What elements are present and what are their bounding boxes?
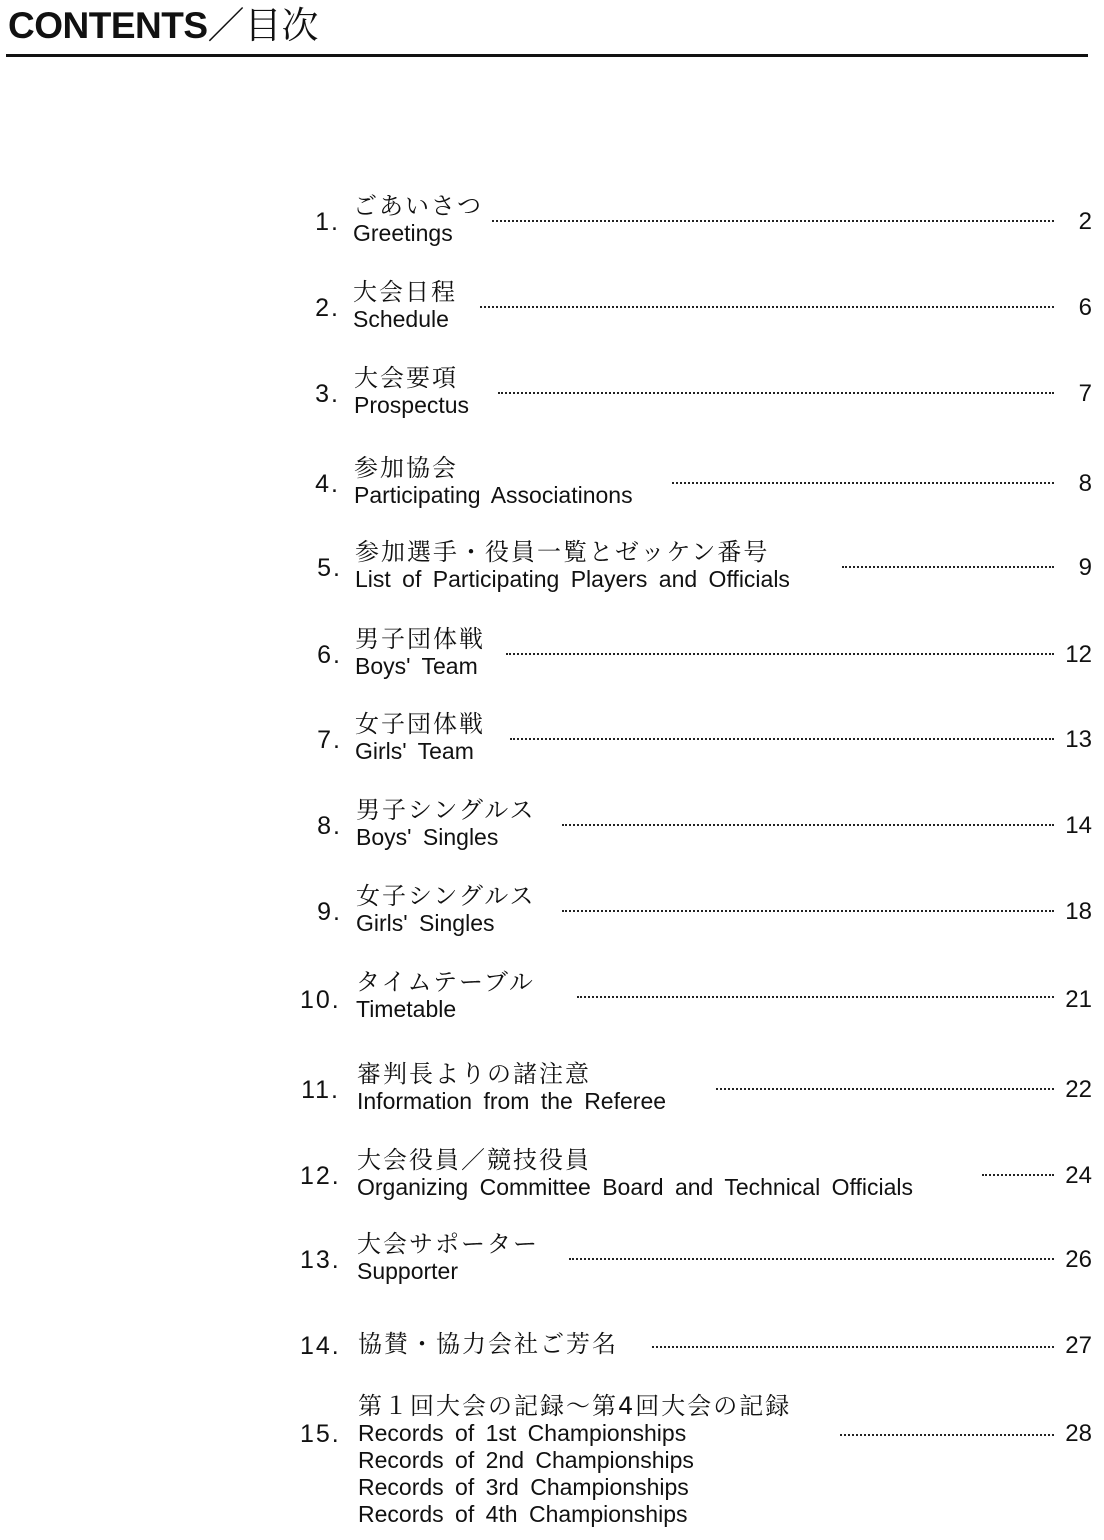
entry-number: 15. bbox=[300, 1420, 341, 1448]
entry-page-number: 7 bbox=[1078, 380, 1092, 407]
entry-number: 1. bbox=[315, 208, 340, 236]
entry-title-en: Supporter bbox=[357, 1258, 459, 1284]
entry-titles bbox=[356, 968, 535, 1023]
entry-title-ja: 大会サポーター bbox=[357, 1230, 539, 1258]
entry-page-number: 27 bbox=[1065, 1332, 1092, 1359]
toc-entry bbox=[0, 192, 1104, 247]
toc-entry bbox=[0, 796, 1104, 851]
entry-page-number: 14 bbox=[1065, 812, 1092, 839]
page-title bbox=[8, 4, 319, 48]
entry-title-en: Schedule bbox=[353, 306, 449, 332]
entry-titles bbox=[356, 882, 535, 937]
entry-page-number: 24 bbox=[1065, 1162, 1092, 1189]
toc-entry bbox=[0, 1330, 1104, 1358]
entry-titles bbox=[358, 1392, 791, 1528]
dotted-leader bbox=[672, 482, 1054, 484]
dotted-leader bbox=[480, 306, 1054, 308]
entry-title-ja: 参加協会 bbox=[354, 454, 458, 482]
entry-page-number: 13 bbox=[1065, 726, 1092, 753]
dotted-leader bbox=[840, 1434, 1054, 1436]
dotted-leader bbox=[562, 910, 1054, 912]
entry-title-en: Records of 3rd Championships bbox=[358, 1474, 689, 1500]
dotted-leader bbox=[842, 566, 1054, 568]
entry-number: 2. bbox=[315, 294, 340, 322]
toc-entry bbox=[0, 882, 1104, 937]
dotted-leader bbox=[562, 824, 1054, 826]
dotted-leader bbox=[577, 996, 1054, 998]
entry-number: 10. bbox=[300, 986, 341, 1014]
entry-titles bbox=[358, 1330, 618, 1358]
entry-page-number: 9 bbox=[1078, 554, 1092, 581]
entry-title-ja: 協賛・協力会社ご芳名 bbox=[358, 1330, 618, 1358]
toc-entry bbox=[0, 625, 1104, 680]
dotted-leader bbox=[510, 738, 1054, 740]
entry-titles bbox=[354, 364, 469, 419]
entry-titles bbox=[357, 1146, 913, 1201]
entry-number: 9. bbox=[317, 898, 342, 926]
entry-titles bbox=[355, 625, 485, 680]
entry-number: 13. bbox=[300, 1246, 341, 1274]
entry-title-ja: 審判長よりの諸注意 bbox=[357, 1060, 591, 1088]
entry-titles bbox=[357, 1060, 666, 1115]
toc-entry bbox=[0, 1146, 1104, 1201]
entry-number: 14. bbox=[300, 1332, 341, 1360]
entry-title-en: Girls' Team bbox=[355, 738, 474, 764]
entry-title-ja: 女子団体戦 bbox=[355, 710, 485, 738]
entry-titles bbox=[353, 192, 483, 247]
entry-title-en: Boys' Team bbox=[355, 653, 478, 679]
entry-title-ja: 参加選手・役員一覧とゼッケン番号 bbox=[355, 538, 770, 566]
entry-title-en: Records of 1st Championships bbox=[358, 1420, 687, 1446]
dotted-leader bbox=[492, 220, 1054, 222]
dotted-leader bbox=[716, 1088, 1054, 1090]
entry-titles bbox=[354, 454, 633, 509]
entry-page-number: 12 bbox=[1065, 641, 1092, 668]
entry-number: 5. bbox=[317, 554, 342, 582]
entry-page-number: 6 bbox=[1078, 294, 1092, 321]
entry-number: 4. bbox=[315, 470, 340, 498]
dotted-leader bbox=[982, 1174, 1054, 1176]
toc-entry bbox=[0, 710, 1104, 765]
dotted-leader bbox=[498, 392, 1054, 394]
entry-page-number: 28 bbox=[1065, 1420, 1092, 1447]
entry-title-en: Records of 4th Championships bbox=[358, 1501, 688, 1527]
entry-page-number: 8 bbox=[1078, 470, 1092, 497]
entry-title-ja: 大会日程 bbox=[353, 278, 457, 306]
entry-title-en: Girls' Singles bbox=[356, 910, 495, 936]
entry-titles bbox=[357, 1230, 539, 1285]
entry-title-ja: 女子シングルス bbox=[356, 882, 536, 910]
entry-title-ja: 大会要項 bbox=[354, 364, 458, 392]
entry-number: 3. bbox=[315, 380, 340, 408]
dotted-leader bbox=[652, 1346, 1054, 1348]
entry-page-number: 2 bbox=[1078, 208, 1092, 235]
entry-titles bbox=[355, 538, 790, 593]
entry-titles bbox=[356, 796, 535, 851]
toc-entry bbox=[0, 1392, 1104, 1528]
entry-title-en: List of Participating Players and Officials bbox=[355, 566, 790, 592]
dotted-leader bbox=[506, 653, 1054, 655]
entry-title-en: Information from the Referee bbox=[357, 1088, 667, 1114]
toc-entry bbox=[0, 968, 1104, 1023]
title-separator: ／ bbox=[207, 4, 245, 47]
toc-entry bbox=[0, 1060, 1104, 1115]
entry-number: 12. bbox=[300, 1162, 341, 1190]
toc-entry bbox=[0, 278, 1104, 333]
toc-entry bbox=[0, 364, 1104, 419]
toc-entry bbox=[0, 538, 1104, 593]
entry-title-en: Greetings bbox=[353, 220, 453, 246]
entry-title-ja: 男子シングルス bbox=[356, 796, 536, 824]
entry-titles bbox=[355, 710, 485, 765]
entry-title-ja: 男子団体戦 bbox=[355, 625, 485, 653]
page-title-en: CONTENTS bbox=[8, 5, 208, 46]
entry-page-number: 18 bbox=[1065, 898, 1092, 925]
entry-page-number: 21 bbox=[1065, 986, 1092, 1013]
header-rule bbox=[6, 54, 1088, 57]
entry-title-en: Records of 2nd Championships bbox=[358, 1447, 694, 1473]
page-title-ja: 目次 bbox=[244, 4, 319, 47]
entry-number: 11. bbox=[301, 1076, 340, 1104]
entry-page-number: 26 bbox=[1065, 1246, 1092, 1273]
entry-title-en: Prospectus bbox=[354, 392, 470, 418]
entry-title-en: Participating Associatinons bbox=[354, 482, 633, 508]
entry-title-en: Organizing Committee Board and Technical Officials bbox=[357, 1174, 913, 1200]
toc-entry bbox=[0, 454, 1104, 509]
entry-title-ja: 第１回大会の記録～第4回大会の記録 bbox=[358, 1392, 792, 1420]
entry-title-ja: タイムテーブル bbox=[356, 968, 535, 996]
entry-number: 6. bbox=[317, 641, 342, 669]
entry-number: 8. bbox=[317, 812, 342, 840]
toc-entry bbox=[0, 1230, 1104, 1285]
dotted-leader bbox=[569, 1258, 1054, 1260]
entry-title-en: Boys' Singles bbox=[356, 824, 499, 850]
entry-page-number: 22 bbox=[1065, 1076, 1092, 1103]
entry-title-ja: 大会役員／競技役員 bbox=[357, 1146, 591, 1174]
entry-title-en: Timetable bbox=[356, 996, 457, 1022]
entry-title-ja: ごあいさつ bbox=[353, 192, 483, 220]
entry-titles bbox=[353, 278, 457, 333]
entry-number: 7. bbox=[317, 726, 342, 754]
